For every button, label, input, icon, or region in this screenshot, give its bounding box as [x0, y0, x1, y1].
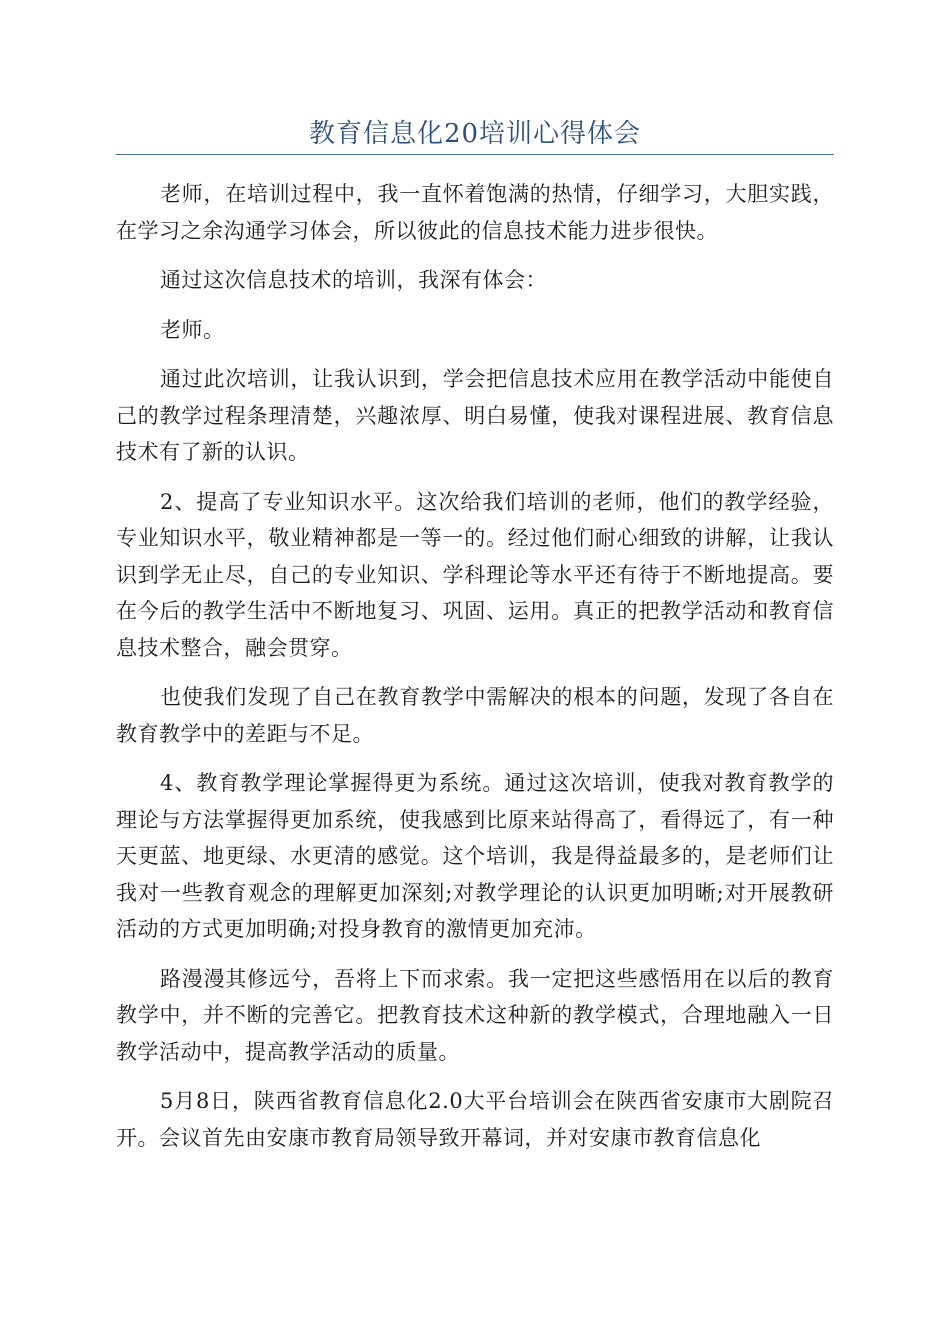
paragraph: 老师，在培训过程中，我一直怀着饱满的热情，仔细学习，大胆实践，在学习之余沟通学习体会，所以彼此的信息技术能力进步很快。: [116, 182, 834, 243]
paragraph: 2、提高了专业知识水平。这次给我们培训的老师，他们的教学经验，专业知识水平，敬业精神都是一等一的。经过他们耐心细致的讲解，让我认识到学无止尽，自己的专业知识、学科理论等水平还有待于不断地提高。要在今后的教学生活中不断地复习、巩固、运用。真正的把教学活动和教育信息技术整合，融会贯穿。: [116, 489, 834, 660]
document-title: 教育信息化20培训心得体会: [308, 119, 642, 149]
title-underline: [116, 154, 834, 155]
paragraph: 也使我们发现了自己在教育教学中需解决的根本的问题，发现了各自在教育教学中的差距与不足。: [116, 685, 834, 746]
paragraph: 路漫漫其修远兮，吾将上下而求索。我一定把这些感悟用在以后的教育教学中，并不断的完善它。把教育技术这种新的教学模式，合理地融入一日教学活动中，提高教学活动的质量。: [116, 966, 834, 1064]
paragraph: 4、教育教学理论掌握得更为系统。通过这次培训，使我对教育教学的理论与方法掌握得更加系统，使我感到比原来站得高了，看得远了，有一种天更蓝、地更绿、水更清的感觉。这个培训，我是得益最多的，是老师们让我对一些教育观念的理解更加深刻;对教学理论的认识更加明晰;对开展教研活动的方式更加明确;对投身教育的激情更加充沛。: [116, 771, 834, 941]
paragraph: 老师。: [160, 317, 225, 342]
paragraph: 通过这次信息技术的培训，我深有体会：: [160, 268, 547, 292]
paragraph: 通过此次培训，让我认识到，学会把信息技术应用在教学活动中能使自己的教学过程条理清楚，兴趣浓厚、明白易懂，使我对课程进展、教育信息技术有了新的认识。: [116, 367, 834, 464]
document-body: [116, 176, 834, 1169]
paragraph: 5月8日，陕西省教育信息化2.0大平台培训会在陕西省安康市大剧院召开。会议首先由安康市教育局领导致开幕词，并对安康市教育信息化: [116, 1089, 834, 1150]
